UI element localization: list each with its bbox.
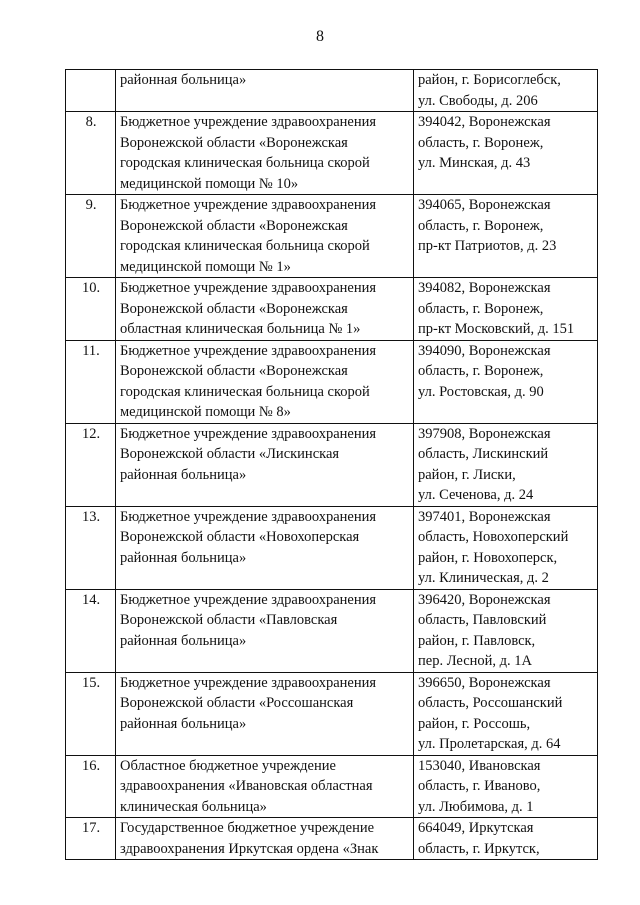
institution-name-line: Воронежской области «Россошанская	[120, 695, 354, 711]
table-row	[66, 112, 598, 195]
institution-name-line: районная больница»	[120, 715, 247, 732]
address-line: ул. Любимова, д. 1	[418, 798, 534, 815]
institution-name-line: Бюджетное учреждение здравоохранения	[120, 674, 377, 691]
row-number: 12.	[66, 423, 116, 506]
address-line: ул. Ростовская, д. 90	[418, 383, 544, 400]
address-line: ул. Свободы, д. 206	[418, 92, 538, 109]
institution-name-cell	[116, 70, 414, 112]
address-cell	[414, 506, 598, 589]
row-number: 16.	[66, 755, 116, 818]
institution-name-cell	[116, 278, 414, 341]
institution-name-line: медицинской помощи № 1»	[120, 258, 291, 275]
table-row	[66, 755, 598, 818]
address-cell	[414, 195, 598, 278]
address-line: 394090, Воронежская	[418, 342, 551, 359]
row-number: 11.	[66, 340, 116, 423]
page-number: 8	[316, 28, 324, 45]
address-line: область, Новохоперский	[418, 529, 569, 545]
address-line: 153040, Ивановская	[418, 757, 541, 774]
institution-name-cell	[116, 672, 414, 755]
table-row	[66, 340, 598, 423]
institution-name-line: Бюджетное учреждение здравоохранения	[120, 342, 377, 359]
address-line: ул. Пролетарская, д. 64	[418, 736, 561, 752]
row-number: 9.	[66, 195, 116, 278]
address-line: пр-кт Патриотов, д. 23	[418, 238, 557, 254]
institution-name-line: Бюджетное учреждение здравоохранения	[120, 114, 377, 130]
row-number: 8.	[66, 112, 116, 195]
row-number: 13.	[66, 506, 116, 589]
address-line: район, г. Павловск,	[418, 632, 536, 649]
address-line: пер. Лесной, д. 1А	[418, 653, 533, 669]
address-line: область, г. Воронеж,	[418, 363, 544, 379]
address-cell	[414, 112, 598, 195]
address-line: 394042, Воронежская	[418, 114, 551, 130]
address-line: 397401, Воронежская	[418, 508, 551, 525]
institution-name-line: Воронежской области «Новохоперская	[120, 529, 360, 545]
institution-name-line: здравоохранения Иркутская ордена «Знак	[120, 840, 379, 857]
institution-name-line: Бюджетное учреждение здравоохранения	[120, 197, 377, 213]
table-row	[66, 195, 598, 278]
institution-name-line: медицинской помощи № 8»	[120, 404, 291, 420]
institution-name-line: районная больница»	[120, 466, 247, 483]
address-cell	[414, 340, 598, 423]
address-line: область, г. Иркутск,	[418, 840, 540, 857]
table-row	[66, 672, 598, 755]
row-number: 10.	[66, 278, 116, 341]
address-line: 396650, Воронежская	[418, 674, 551, 691]
institution-name-line: Областное бюджетное учреждение	[120, 757, 336, 774]
institution-name-cell	[116, 818, 414, 860]
institution-name-line: Бюджетное учреждение здравоохранения	[120, 508, 377, 525]
institution-name-line: районная больница»	[120, 549, 247, 566]
address-line: район, г. Борисоглебск,	[418, 72, 561, 88]
address-line: 397908, Воронежская	[418, 425, 551, 442]
institution-name-line: Воронежской области «Павловская	[120, 612, 338, 628]
address-line: область, г. Воронеж,	[418, 300, 544, 317]
institution-name-line: Государственное бюджетное учреждение	[120, 820, 375, 836]
address-line: область, г. Иваново,	[418, 778, 541, 794]
institution-name-line: районная больница»	[120, 72, 247, 88]
institution-name-cell	[116, 506, 414, 589]
address-line: 394082, Воронежская	[418, 280, 551, 296]
institutions-table-body	[66, 70, 598, 860]
institution-name-cell	[116, 423, 414, 506]
institution-name-line: Воронежской области «Воронежская	[120, 300, 348, 317]
table-row	[66, 818, 598, 860]
table-row	[66, 506, 598, 589]
address-line: район, г. Лиски,	[418, 466, 516, 483]
address-cell	[414, 423, 598, 506]
institution-name-cell	[116, 340, 414, 423]
table-row	[66, 423, 598, 506]
institution-name-cell	[116, 589, 414, 672]
institution-name-line: районная больница»	[120, 632, 247, 649]
row-number: 14.	[66, 589, 116, 672]
address-cell	[414, 589, 598, 672]
institution-name-cell	[116, 755, 414, 818]
institution-name-line: Воронежской области «Воронежская	[120, 217, 348, 234]
row-number: 17.	[66, 818, 116, 860]
address-line: область, Россошанский	[418, 695, 563, 711]
address-line: 394065, Воронежская	[418, 197, 551, 213]
address-line: район, г. Новохоперск,	[418, 549, 558, 566]
address-line: 396420, Воронежская	[418, 591, 551, 608]
address-line: район, г. Россошь,	[418, 715, 531, 732]
institution-name-line: Бюджетное учреждение здравоохранения	[120, 280, 377, 296]
row-number	[66, 70, 116, 112]
institution-name-line: городская клиническая больница скорой	[120, 238, 370, 254]
institution-name-line: медицинской помощи № 10»	[120, 175, 299, 192]
institution-name-line: клиническая больница»	[120, 798, 267, 815]
address-cell	[414, 672, 598, 755]
institution-name-line: Бюджетное учреждение здравоохранения	[120, 425, 377, 442]
row-number: 15.	[66, 672, 116, 755]
institution-name-cell	[116, 195, 414, 278]
institution-name-line: городская клиническая больница скорой	[120, 155, 370, 171]
address-cell	[414, 70, 598, 112]
institution-name-line: городская клиническая больница скорой	[120, 383, 370, 400]
table-row	[66, 589, 598, 672]
address-line: область, г. Воронеж,	[418, 134, 544, 151]
address-line: область, Павловский	[418, 612, 547, 628]
address-line: 664049, Иркутская	[418, 820, 534, 836]
address-cell	[414, 755, 598, 818]
address-line: ул. Сеченова, д. 24	[418, 487, 534, 503]
institution-name-line: Воронежской области «Воронежская	[120, 363, 348, 379]
address-line: ул. Клиническая, д. 2	[418, 570, 549, 586]
address-line: область, Лискинский	[418, 446, 549, 462]
table-row	[66, 70, 598, 112]
institution-name-line: Бюджетное учреждение здравоохранения	[120, 591, 377, 608]
institution-name-line: здравоохранения «Ивановская областная	[120, 778, 373, 794]
institution-name-line: Воронежской области «Лискинская	[120, 446, 340, 462]
address-line: ул. Минская, д. 43	[418, 155, 531, 171]
address-cell	[414, 818, 598, 860]
institution-name-line: Воронежской области «Воронежская	[120, 134, 348, 151]
institutions-table	[65, 69, 598, 860]
address-line: пр-кт Московский, д. 151	[418, 321, 575, 337]
address-cell	[414, 278, 598, 341]
table-row	[66, 278, 598, 341]
institution-name-line: областная клиническая больница № 1»	[120, 321, 361, 337]
institution-name-cell	[116, 112, 414, 195]
address-line: область, г. Воронеж,	[418, 217, 544, 234]
